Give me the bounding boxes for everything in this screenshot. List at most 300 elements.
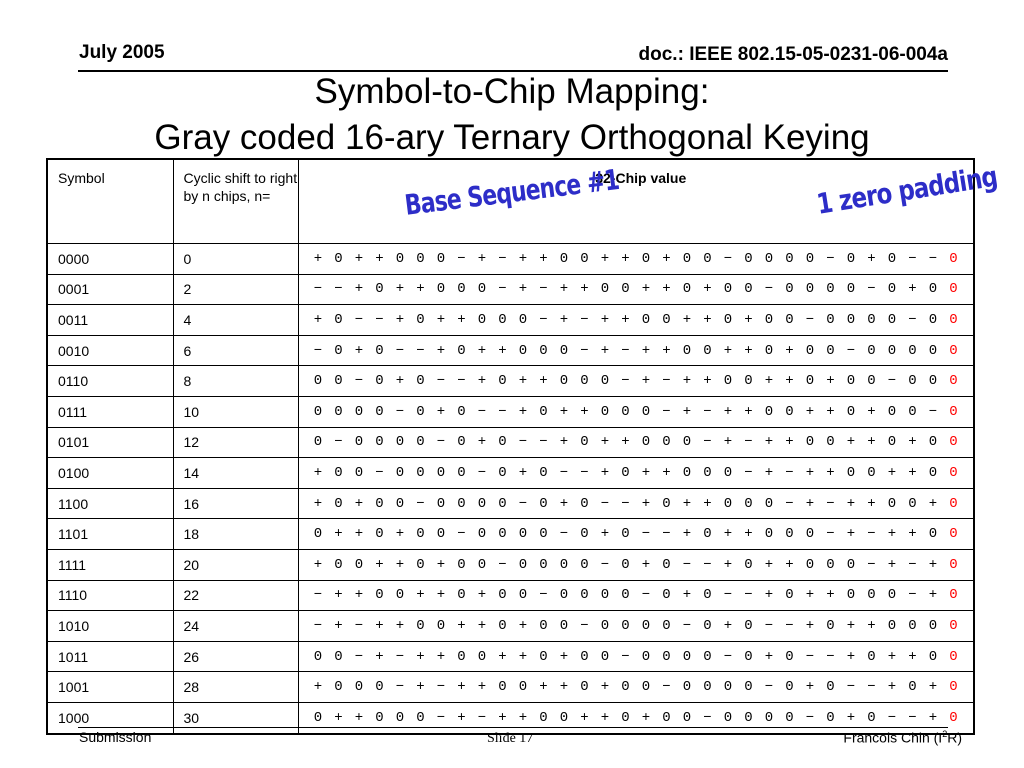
- chip: +: [764, 556, 774, 573]
- chip: 0: [805, 342, 815, 359]
- chip: +: [600, 464, 610, 481]
- chip: +: [846, 526, 856, 543]
- table-row: [47, 672, 974, 703]
- chip: 0: [334, 679, 343, 696]
- chip: 0: [662, 434, 671, 451]
- chip: 0: [436, 464, 446, 481]
- chip: −: [416, 495, 425, 512]
- chip: 0: [928, 311, 938, 328]
- chip: 0: [785, 679, 794, 696]
- chip: +: [744, 526, 753, 543]
- chip: +: [559, 434, 569, 451]
- chip: −: [703, 403, 712, 420]
- footer-slide-number: Slide 17: [487, 731, 534, 746]
- chip: +: [662, 250, 671, 267]
- chip: 0: [641, 403, 651, 420]
- chip: 0: [518, 679, 528, 696]
- chip: +: [641, 464, 651, 481]
- chip: 0: [457, 648, 466, 665]
- chip: 0: [539, 709, 548, 726]
- zero-pad-chip: 0: [949, 495, 958, 512]
- chip: −: [682, 556, 692, 573]
- chip: 0: [887, 617, 897, 634]
- chip: −: [313, 617, 323, 634]
- chip: 0: [395, 495, 405, 512]
- chip: −: [457, 250, 466, 267]
- chip: +: [518, 617, 528, 634]
- chip: 0: [826, 556, 835, 573]
- chip: −: [641, 587, 651, 604]
- shift-cell: 28: [173, 672, 298, 703]
- footer-author-pre: Francois Chin (I: [843, 729, 943, 746]
- chip: +: [334, 526, 343, 543]
- chip-sequence: [308, 496, 944, 512]
- chip: 0: [600, 587, 610, 604]
- chip: −: [805, 648, 815, 665]
- chip: 0: [375, 679, 384, 696]
- chip: −: [744, 587, 753, 604]
- chip: +: [375, 250, 384, 267]
- shift-cell: 30: [173, 702, 298, 733]
- chip: −: [682, 617, 692, 634]
- chip: +: [641, 373, 651, 390]
- chip: −: [928, 250, 938, 267]
- chip: +: [559, 648, 569, 665]
- chip: 0: [395, 464, 405, 481]
- chip: 0: [436, 250, 446, 267]
- chip: −: [764, 617, 774, 634]
- chip: −: [559, 464, 569, 481]
- chip: 0: [805, 281, 815, 298]
- chip: +: [846, 617, 856, 634]
- chip: 0: [867, 342, 876, 359]
- chip: +: [723, 434, 733, 451]
- chip: 0: [416, 403, 425, 420]
- shift-cell: 0: [173, 244, 298, 275]
- chip: 0: [703, 342, 712, 359]
- chip: 0: [375, 373, 384, 390]
- chip: 0: [867, 648, 876, 665]
- symbol-cell: 1110: [47, 580, 173, 611]
- chip: −: [621, 373, 630, 390]
- chip: −: [703, 556, 712, 573]
- chip: +: [600, 311, 610, 328]
- chip: 0: [703, 679, 712, 696]
- chip: 0: [518, 342, 528, 359]
- chip: +: [764, 464, 774, 481]
- chip: 0: [826, 709, 835, 726]
- chip: +: [805, 679, 815, 696]
- chip: −: [580, 311, 589, 328]
- chip: 0: [334, 556, 343, 573]
- table-row: [47, 427, 974, 458]
- chip: +: [600, 250, 610, 267]
- chip: +: [826, 464, 835, 481]
- chip: +: [600, 679, 610, 696]
- chip: +: [887, 464, 897, 481]
- chip: 0: [826, 617, 835, 634]
- zero-pad-chip: 0: [949, 464, 958, 481]
- header-doc-id: doc.: IEEE 802.15-05-0231-06-004a: [638, 44, 948, 65]
- slide-title-line2: Gray coded 16-ary Ternary Orthogonal Keying: [154, 118, 870, 157]
- chip: 0: [621, 464, 630, 481]
- chip: −: [600, 556, 610, 573]
- chip: +: [805, 403, 815, 420]
- chip: 0: [846, 556, 856, 573]
- chip: +: [641, 495, 651, 512]
- chip-mapping-table: [46, 158, 975, 735]
- chip: 0: [334, 250, 343, 267]
- chip: 0: [621, 709, 630, 726]
- chip: −: [764, 281, 774, 298]
- chip: +: [928, 556, 938, 573]
- shift-cell: 14: [173, 458, 298, 489]
- chip: +: [518, 709, 528, 726]
- chip: +: [498, 709, 507, 726]
- chip: +: [723, 556, 733, 573]
- footer-divider: [78, 727, 948, 728]
- zero-pad-chip: 0: [949, 250, 958, 267]
- chip: +: [928, 587, 938, 604]
- zero-pad-chip: 0: [949, 556, 958, 573]
- chip: 0: [600, 373, 610, 390]
- chip: +: [785, 434, 794, 451]
- chip: +: [764, 587, 774, 604]
- chip: 0: [703, 250, 712, 267]
- chip-sequence: [308, 679, 944, 695]
- chip-value-cell: [298, 672, 974, 703]
- chip: −: [354, 311, 364, 328]
- chip: +: [682, 526, 692, 543]
- chip: 0: [477, 526, 487, 543]
- chip: 0: [416, 311, 425, 328]
- chip: +: [477, 434, 487, 451]
- chip: 0: [744, 281, 753, 298]
- chip: 0: [477, 495, 487, 512]
- chip: 0: [559, 709, 569, 726]
- chip: +: [805, 464, 815, 481]
- chip: 0: [416, 617, 425, 634]
- chip: +: [867, 250, 876, 267]
- chip: −: [785, 464, 794, 481]
- chip: 0: [662, 648, 671, 665]
- chip: −: [395, 648, 405, 665]
- chip: 0: [723, 373, 733, 390]
- chip: +: [580, 281, 589, 298]
- chip: +: [354, 281, 364, 298]
- chip: 0: [641, 648, 651, 665]
- chip-sequence: [308, 434, 944, 450]
- chip: 0: [662, 311, 671, 328]
- shift-cell: 24: [173, 611, 298, 642]
- chip: −: [805, 311, 815, 328]
- chip: 0: [559, 250, 569, 267]
- chip: 0: [723, 495, 733, 512]
- chip: +: [354, 526, 364, 543]
- chip: 0: [867, 709, 876, 726]
- chip: −: [477, 403, 487, 420]
- table-row: [47, 366, 974, 397]
- chip: 0: [416, 526, 425, 543]
- chip: +: [621, 434, 630, 451]
- chip: 0: [785, 526, 794, 543]
- chip: −: [621, 342, 630, 359]
- chip: 0: [436, 617, 446, 634]
- chip: 0: [785, 587, 794, 604]
- zero-pad-chip: 0: [949, 709, 958, 726]
- chip: 0: [805, 556, 815, 573]
- chip: 0: [928, 434, 938, 451]
- chip: +: [908, 648, 917, 665]
- chip-sequence: [308, 649, 944, 665]
- chip: 0: [375, 709, 384, 726]
- chip: +: [559, 403, 569, 420]
- chip: 0: [805, 526, 815, 543]
- chip: −: [477, 709, 487, 726]
- chip: +: [682, 495, 692, 512]
- chip: 0: [805, 373, 815, 390]
- chip: +: [354, 709, 364, 726]
- chip: +: [887, 648, 897, 665]
- chip: −: [518, 495, 528, 512]
- chip: 0: [846, 373, 856, 390]
- chip: 0: [559, 587, 569, 604]
- chip-sequence: [308, 587, 944, 603]
- chip: 0: [313, 434, 323, 451]
- chip: +: [354, 250, 364, 267]
- chip: 0: [764, 311, 774, 328]
- chip: 0: [580, 648, 589, 665]
- chip: 0: [354, 434, 364, 451]
- chip: −: [600, 495, 610, 512]
- chip: −: [313, 281, 323, 298]
- chip: −: [723, 587, 733, 604]
- chip: −: [436, 373, 446, 390]
- chip: −: [621, 648, 630, 665]
- shift-cell: 22: [173, 580, 298, 611]
- chip-value-cell: [298, 458, 974, 489]
- chip: +: [867, 617, 876, 634]
- chip: 0: [887, 342, 897, 359]
- chip: 0: [621, 679, 630, 696]
- chip: +: [928, 679, 938, 696]
- chip: +: [867, 434, 876, 451]
- chip: 0: [682, 342, 692, 359]
- chip: 0: [867, 587, 876, 604]
- chip: +: [477, 679, 487, 696]
- chip: 0: [908, 373, 917, 390]
- shift-cell: 26: [173, 641, 298, 672]
- chip: 0: [621, 587, 630, 604]
- chip-sequence: [308, 312, 944, 328]
- chip: 0: [805, 434, 815, 451]
- chip: −: [395, 403, 405, 420]
- symbol-cell: 0010: [47, 335, 173, 366]
- chip: 0: [334, 464, 343, 481]
- chip: 0: [539, 648, 548, 665]
- symbol-cell: 0011: [47, 305, 173, 336]
- chip: 0: [744, 495, 753, 512]
- chip: 0: [375, 587, 384, 604]
- symbol-cell: 0110: [47, 366, 173, 397]
- chip: 0: [928, 281, 938, 298]
- chip: 0: [354, 403, 364, 420]
- chip: 0: [518, 311, 528, 328]
- chip: 0: [846, 587, 856, 604]
- chip: +: [928, 495, 938, 512]
- chip: +: [313, 464, 323, 481]
- chip: −: [887, 709, 897, 726]
- chip: −: [559, 526, 569, 543]
- chip: −: [826, 250, 835, 267]
- chip: 0: [375, 342, 384, 359]
- chip: 0: [867, 464, 876, 481]
- chip: −: [785, 495, 794, 512]
- chip: −: [846, 342, 856, 359]
- footer-author: [843, 729, 962, 746]
- chip: +: [764, 648, 774, 665]
- chip: −: [826, 495, 835, 512]
- chip: −: [539, 434, 548, 451]
- chip: −: [887, 373, 897, 390]
- chip-value-cell: [298, 244, 974, 275]
- chip: 0: [457, 403, 466, 420]
- chip: 0: [744, 679, 753, 696]
- chip: 0: [703, 617, 712, 634]
- table-row: [47, 488, 974, 519]
- chip: −: [416, 342, 425, 359]
- chip: 0: [723, 709, 733, 726]
- chip-value-cell: [298, 335, 974, 366]
- chip: −: [539, 587, 548, 604]
- chip-sequence: [308, 465, 944, 481]
- chip-sequence: [308, 618, 944, 634]
- chip: −: [580, 342, 589, 359]
- chip: 0: [334, 403, 343, 420]
- chip: +: [375, 648, 384, 665]
- chip: +: [334, 709, 343, 726]
- chip: 0: [354, 464, 364, 481]
- chip-value-cell: [298, 305, 974, 336]
- chip: +: [826, 587, 835, 604]
- header-cyclic-shift: Cyclic shift to right by n chips, n=: [173, 159, 298, 244]
- chip: −: [908, 311, 917, 328]
- chip: 0: [416, 373, 425, 390]
- chip: 0: [416, 556, 425, 573]
- footer-author-sup: 2: [942, 729, 948, 739]
- chip: 0: [539, 617, 548, 634]
- chip: 0: [826, 434, 835, 451]
- chip: 0: [436, 281, 446, 298]
- chip: +: [436, 556, 446, 573]
- chip: −: [354, 648, 364, 665]
- chip: +: [436, 648, 446, 665]
- chip: +: [826, 403, 835, 420]
- chip: +: [539, 373, 548, 390]
- chip: −: [334, 281, 343, 298]
- table-row: [47, 641, 974, 672]
- chip: 0: [375, 281, 384, 298]
- chip: −: [928, 403, 938, 420]
- chip: 0: [334, 342, 343, 359]
- chip: −: [313, 587, 323, 604]
- chip: +: [805, 587, 815, 604]
- chip: 0: [539, 495, 548, 512]
- chip: +: [416, 587, 425, 604]
- chip-sequence: [308, 281, 944, 297]
- chip: +: [887, 556, 897, 573]
- chip: 0: [682, 679, 692, 696]
- chip: 0: [559, 342, 569, 359]
- chip: +: [518, 250, 528, 267]
- chip: +: [805, 617, 815, 634]
- chip: 0: [334, 311, 343, 328]
- chip: 0: [600, 617, 610, 634]
- chip: 0: [641, 434, 651, 451]
- chip: +: [600, 434, 610, 451]
- chip: 0: [928, 373, 938, 390]
- chip: 0: [334, 373, 343, 390]
- chip: +: [559, 281, 569, 298]
- chip: +: [436, 342, 446, 359]
- chip: 0: [764, 526, 774, 543]
- chip-sequence: [308, 373, 944, 389]
- chip: +: [518, 281, 528, 298]
- chip: +: [313, 311, 323, 328]
- chip: +: [457, 709, 466, 726]
- chip: 0: [518, 526, 528, 543]
- chip: −: [908, 587, 917, 604]
- chip: +: [846, 434, 856, 451]
- chip: −: [908, 250, 917, 267]
- chip-value-cell: [298, 427, 974, 458]
- chip: 0: [723, 311, 733, 328]
- chip: −: [723, 648, 733, 665]
- chip: 0: [621, 403, 630, 420]
- chip: −: [826, 648, 835, 665]
- chip: +: [887, 526, 897, 543]
- chip: +: [416, 679, 425, 696]
- chip: 0: [662, 587, 671, 604]
- chip: 0: [887, 403, 897, 420]
- chip: 0: [518, 587, 528, 604]
- symbol-cell: 1001: [47, 672, 173, 703]
- chip: +: [641, 281, 651, 298]
- chip: +: [682, 311, 692, 328]
- chip: 0: [375, 403, 384, 420]
- chip: 0: [539, 403, 548, 420]
- header-chip-value: 32-Chip value: [298, 159, 974, 244]
- chip: 0: [764, 250, 774, 267]
- zero-pad-chip: 0: [949, 587, 958, 604]
- chip: +: [846, 709, 856, 726]
- chip: 0: [498, 495, 507, 512]
- chip: 0: [457, 342, 466, 359]
- zero-pad-chip: 0: [949, 679, 958, 696]
- chip: 0: [334, 495, 343, 512]
- chip: −: [498, 250, 507, 267]
- chip: 0: [313, 526, 323, 543]
- zero-pad-chip: 0: [949, 617, 958, 634]
- chip: 0: [846, 250, 856, 267]
- chip: 0: [498, 679, 507, 696]
- chip: 0: [662, 556, 671, 573]
- chip: 0: [928, 464, 938, 481]
- chip: 0: [703, 526, 712, 543]
- chip: +: [723, 342, 733, 359]
- chip: −: [785, 617, 794, 634]
- symbol-cell: 1000: [47, 702, 173, 733]
